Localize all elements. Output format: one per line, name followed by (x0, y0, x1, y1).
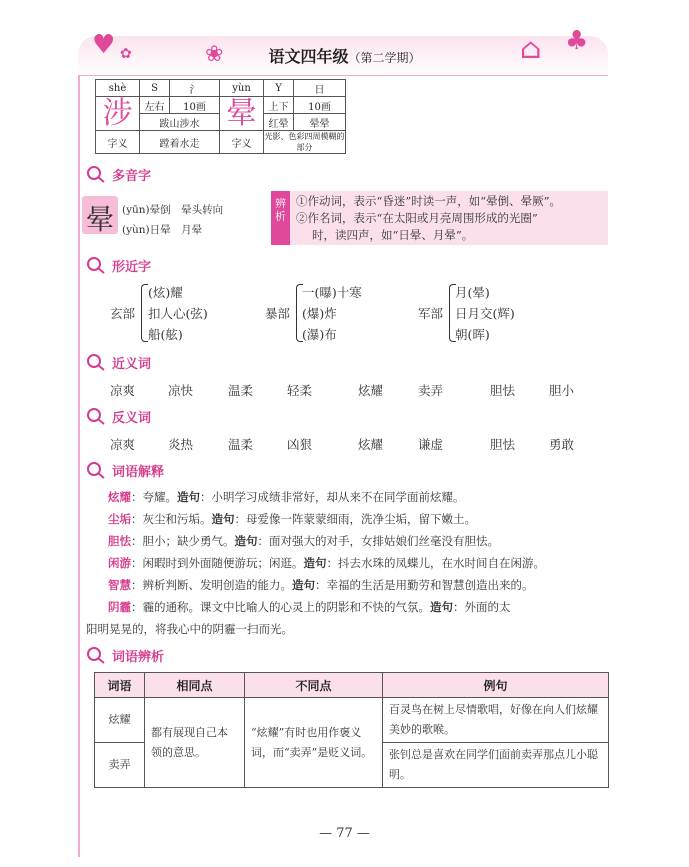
big-char-yun: 晕 (220, 97, 264, 131)
explain-label: 造句 (292, 578, 315, 592)
example-cell: 张钊总是喜欢在同学们面前卖弄那点儿小聪明。 (383, 743, 609, 788)
header-cell: 例句 (383, 673, 609, 698)
antonym-word: 温柔 (228, 437, 254, 452)
explain-row: 闲游：闲暇时到外面随便游玩；闲逛。造句：抖去水珠的凤蝶儿，在水时间自在闲游。 (108, 556, 545, 570)
synonym-word: 凉快 (168, 383, 194, 398)
magnifier-icon (86, 407, 106, 425)
explain-def: 辨析判断、发明创造的能力。 (142, 578, 292, 592)
synonym-word: 卖弄 (418, 383, 444, 398)
antonym-word: 勇敢 (549, 437, 575, 452)
margin-rule (78, 75, 80, 857)
strokes-yun: 10画 (294, 97, 346, 114)
explain-label: 造句 (234, 534, 258, 548)
word-yun-2: 晕晕 (294, 114, 346, 131)
pinyin-she: shè (96, 80, 140, 97)
magnifier-icon (86, 646, 106, 664)
similar-item: 朝(晖) (455, 327, 490, 342)
flower-decoration: ✿ (120, 46, 132, 62)
explain-def: 灰尘和污垢。 (142, 512, 212, 526)
title-text: 语文四年级 (268, 47, 349, 66)
similar-item: (爆)炸 (302, 306, 337, 321)
section-polyphone (86, 164, 151, 184)
explain-label: 造句 (430, 600, 453, 614)
synonym-word: 轻柔 (287, 383, 313, 398)
explain-row: 智慧：辨析判断、发明创造的能力。造句：幸福的生活是用勤劳和智慧创造出来的。 (108, 578, 534, 592)
explain-def: 夸耀。 (142, 490, 177, 504)
word-cell: 炫耀 (95, 698, 145, 743)
synonym-word: 胆怯 (490, 383, 516, 398)
letter-s: S (140, 80, 170, 97)
compare-table (94, 672, 609, 788)
table-header (95, 673, 609, 698)
header-cell: 相同点 (145, 673, 245, 698)
bianxi-box (290, 191, 608, 245)
similar-item: (瀑)布 (302, 327, 337, 342)
antonym-word: 凶狠 (287, 437, 313, 452)
note-2: ②作名词，表示“在太阳或月亮周围形成的光圈” (296, 211, 538, 225)
section-explain (86, 460, 164, 480)
polyphone-char: 晕 (86, 203, 115, 236)
page-title (0, 44, 689, 67)
explain-sentence: 幸福的生活是用勤劳和智慧创造出来的。 (326, 578, 534, 592)
explain-word: 炫耀 (108, 490, 131, 504)
page-number: — 77 — (319, 826, 370, 841)
explain-label: 造句 (177, 490, 200, 504)
magnifier-icon (86, 461, 106, 479)
radical-she: 氵 (170, 80, 220, 97)
synonym-word: 凉爽 (110, 383, 136, 398)
section-analysis (86, 645, 164, 665)
explain-def: 霾的通称。课文中比喻人的心灵上的阴影和不快的气氛。 (142, 600, 430, 614)
explain-word: 阴霾 (108, 600, 131, 614)
tree-decoration: ♣ (565, 26, 589, 56)
similar-item: 一(曝)十寒 (302, 285, 362, 300)
section-synonym (86, 352, 151, 372)
note-1: ①作动词，表示“昏迷”时读一声，如“晕倒、晕厥”。 (296, 194, 562, 208)
section-similar (86, 255, 151, 275)
explain-sentence: 母爱像一阵蒙蒙细雨，洗净尘垢，留下嫩土。 (246, 512, 476, 526)
pinyin-yun: yùn (220, 80, 264, 97)
structure-yun: 上下 (264, 97, 294, 114)
house-decoration: ⌂ (520, 32, 542, 65)
explain-sentence: 面对强大的对手，女排姑娘们丝毫没有胆怯。 (269, 534, 499, 548)
reading-yun1: (yūn)晕倒 晕头转向 (122, 204, 224, 216)
antonym-word: 炎热 (168, 437, 194, 452)
antonym-word: 凉爽 (110, 437, 136, 452)
heart-decoration-left: ♥ (92, 30, 116, 60)
section-title: 近义词 (112, 356, 152, 372)
magnifier-icon (86, 353, 106, 371)
structure-she: 左右 (140, 97, 170, 114)
explain-word: 胆怯 (108, 534, 131, 548)
header-cell: 词语 (95, 673, 145, 698)
bianxi-label: 辨析 (271, 191, 290, 245)
explain-word: 闲游 (108, 556, 131, 570)
explain-row: 胆怯：胆小；缺少勇气。造句：面对强大的对手，女排姑娘们丝毫没有胆怯。 (108, 534, 499, 548)
big-char-she: 涉 (96, 97, 140, 131)
section-antonym (86, 406, 151, 426)
antonym-word: 炫耀 (358, 437, 384, 452)
hint-she: 蹚着水走 (140, 131, 220, 154)
explain-label: 造句 (211, 512, 235, 526)
section-title: 词语解释 (112, 464, 165, 480)
section-title: 反义词 (112, 410, 152, 426)
word-yun-1: 红晕 (264, 114, 294, 131)
explain-label: 造句 (303, 556, 327, 570)
explain-row: 阴霾：霾的通称。课文中比喻人的心灵上的阴影和不快的气氛。造句：外面的太 (108, 600, 511, 614)
title-subtitle: （第二学期） (348, 51, 421, 65)
hint-label-yun: 字义 (220, 131, 264, 154)
header-rule (78, 75, 608, 76)
magnifier-icon (86, 256, 106, 274)
similar-group-label: 暴部 (265, 306, 291, 321)
explain-row: 炫耀：夸耀。造句：小明学习成绩非常好，却从来不在同学面前炫耀。 (108, 490, 465, 504)
hint-yun: 光影、色彩四周模糊的部分 (264, 132, 345, 152)
explain-sentence: 抖去水珠的凤蝶儿，在水时间自在闲游。 (338, 556, 545, 570)
table-row (95, 698, 609, 743)
explain-sentence-cont: 阳明晃晃的，将我心中的阴霾一扫而光。 (86, 622, 293, 636)
synonym-word: 胆小 (549, 383, 575, 398)
explain-row: 尘垢：灰尘和污垢。造句：母爱像一阵蒙蒙细雨，洗净尘垢，留下嫩土。 (108, 512, 476, 526)
section-title: 多音字 (112, 168, 152, 184)
synonym-word: 炫耀 (358, 383, 384, 398)
explain-def: 胆小；缺少勇气。 (142, 534, 235, 548)
same-cell: 都有展现自己本领的意思。 (145, 698, 245, 788)
diff-cell: “炫耀”有时也用作褒义词，而“卖弄”是贬义词。 (245, 698, 383, 788)
synonym-word: 温柔 (228, 383, 254, 398)
section-title: 形近字 (112, 259, 152, 275)
header-cell: 不同点 (245, 673, 383, 698)
reading-yun4: (yùn)日晕 月晕 (122, 224, 203, 236)
character-table (95, 79, 346, 154)
strokes-she: 10画 (170, 97, 220, 114)
similar-group-label: 玄部 (110, 306, 136, 321)
word-cell: 卖弄 (95, 743, 145, 788)
similar-group-label: 军部 (418, 306, 444, 321)
explain-word: 智慧 (108, 578, 131, 592)
similar-item: 月(晕) (455, 285, 490, 300)
radical-yun: 日 (294, 80, 346, 97)
antonym-word: 谦虚 (418, 437, 444, 452)
example-cell: 百灵鸟在树上尽情歌唱，好像在向人们炫耀美妙的歌喉。 (383, 698, 609, 743)
bush-decoration: ❀ (205, 42, 224, 67)
similar-item: 日月交(辉) (455, 306, 515, 321)
hint-label-she: 字义 (96, 131, 140, 154)
similar-item: (炫)耀 (148, 285, 183, 300)
brace (141, 284, 148, 342)
magnifier-icon (86, 165, 106, 183)
explain-sentence: 小明学习成绩非常好，却从来不在同学面前炫耀。 (211, 490, 465, 504)
section-title: 词语辨析 (112, 649, 165, 665)
letter-y: Y (264, 80, 294, 97)
similar-item: 扣人心(弦) (148, 306, 208, 321)
note-3: 时，读四声，如“日晕、月晕”。 (312, 228, 474, 242)
similar-item: 船(舷) (148, 327, 183, 342)
explain-def: 闲暇时到外面随便游玩；闲逛。 (142, 556, 304, 570)
antonym-word: 胆怯 (490, 437, 516, 452)
explain-sentence: 外面的太 (464, 600, 511, 614)
explain-word: 尘垢 (108, 512, 131, 526)
word-she: 跋山涉水 (140, 114, 220, 131)
